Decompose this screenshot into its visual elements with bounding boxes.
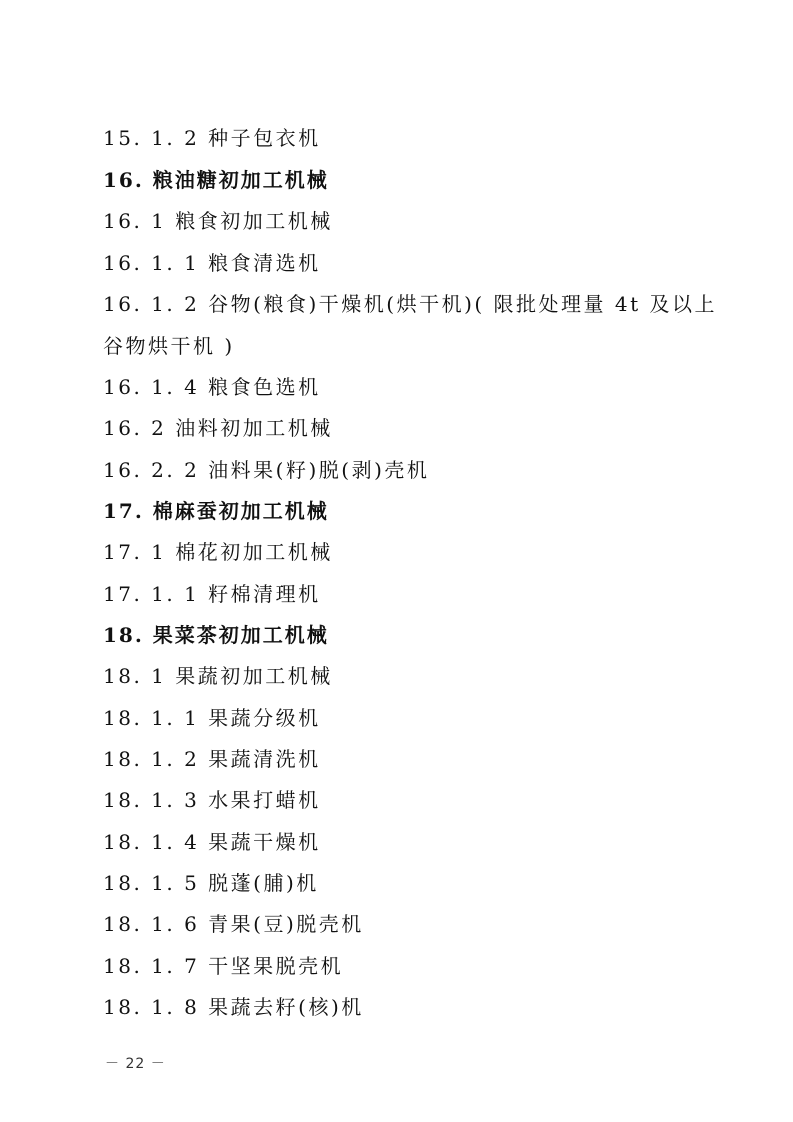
list-item: 18. 1 果蔬初加工机械 (103, 664, 333, 688)
section-heading: 16. 粮油糖初加工机械 (103, 168, 329, 192)
list-item: 18. 1. 3 水果打蜡机 (103, 788, 321, 812)
list-item: 18. 1. 5 脱蓬(脯)机 (103, 871, 319, 895)
list-item: 18. 1. 1 果蔬分级机 (103, 706, 321, 730)
list-item: 16. 2 油料初加工机械 (103, 416, 333, 440)
list-item: 17. 1 棉花初加工机械 (103, 540, 333, 564)
list-item: 16. 1. 2 谷物(粮食)干燥机(烘干机)( 限批处理量 4t 及以上 (103, 292, 718, 316)
list-item: 16. 1. 4 粮食色选机 (103, 375, 321, 399)
list-item: 16. 1 粮食初加工机械 (103, 209, 333, 233)
list-item: 16. 1. 1 粮食清选机 (103, 251, 321, 275)
section-heading: 18. 果菜茶初加工机械 (103, 623, 329, 647)
list-item: 18. 1. 2 果蔬清洗机 (103, 747, 321, 771)
section-heading: 17. 棉麻蚕初加工机械 (103, 499, 329, 523)
list-item: 18. 1. 6 青果(豆)脱壳机 (103, 912, 364, 936)
list-item: 18. 1. 7 干坚果脱壳机 (103, 954, 344, 978)
list-item-continuation: 谷物烘干机 ) (103, 334, 235, 358)
list-item: 17. 1. 1 籽棉清理机 (103, 582, 321, 606)
list-item: 15. 1. 2 种子包衣机 (103, 126, 321, 150)
page-number: － 22 － (105, 1056, 166, 1072)
list-item: 16. 2. 2 油料果(籽)脱(剥)壳机 (103, 458, 430, 482)
list-item: 18. 1. 4 果蔬干燥机 (103, 830, 321, 854)
list-item: 18. 1. 8 果蔬去籽(核)机 (103, 995, 364, 1019)
